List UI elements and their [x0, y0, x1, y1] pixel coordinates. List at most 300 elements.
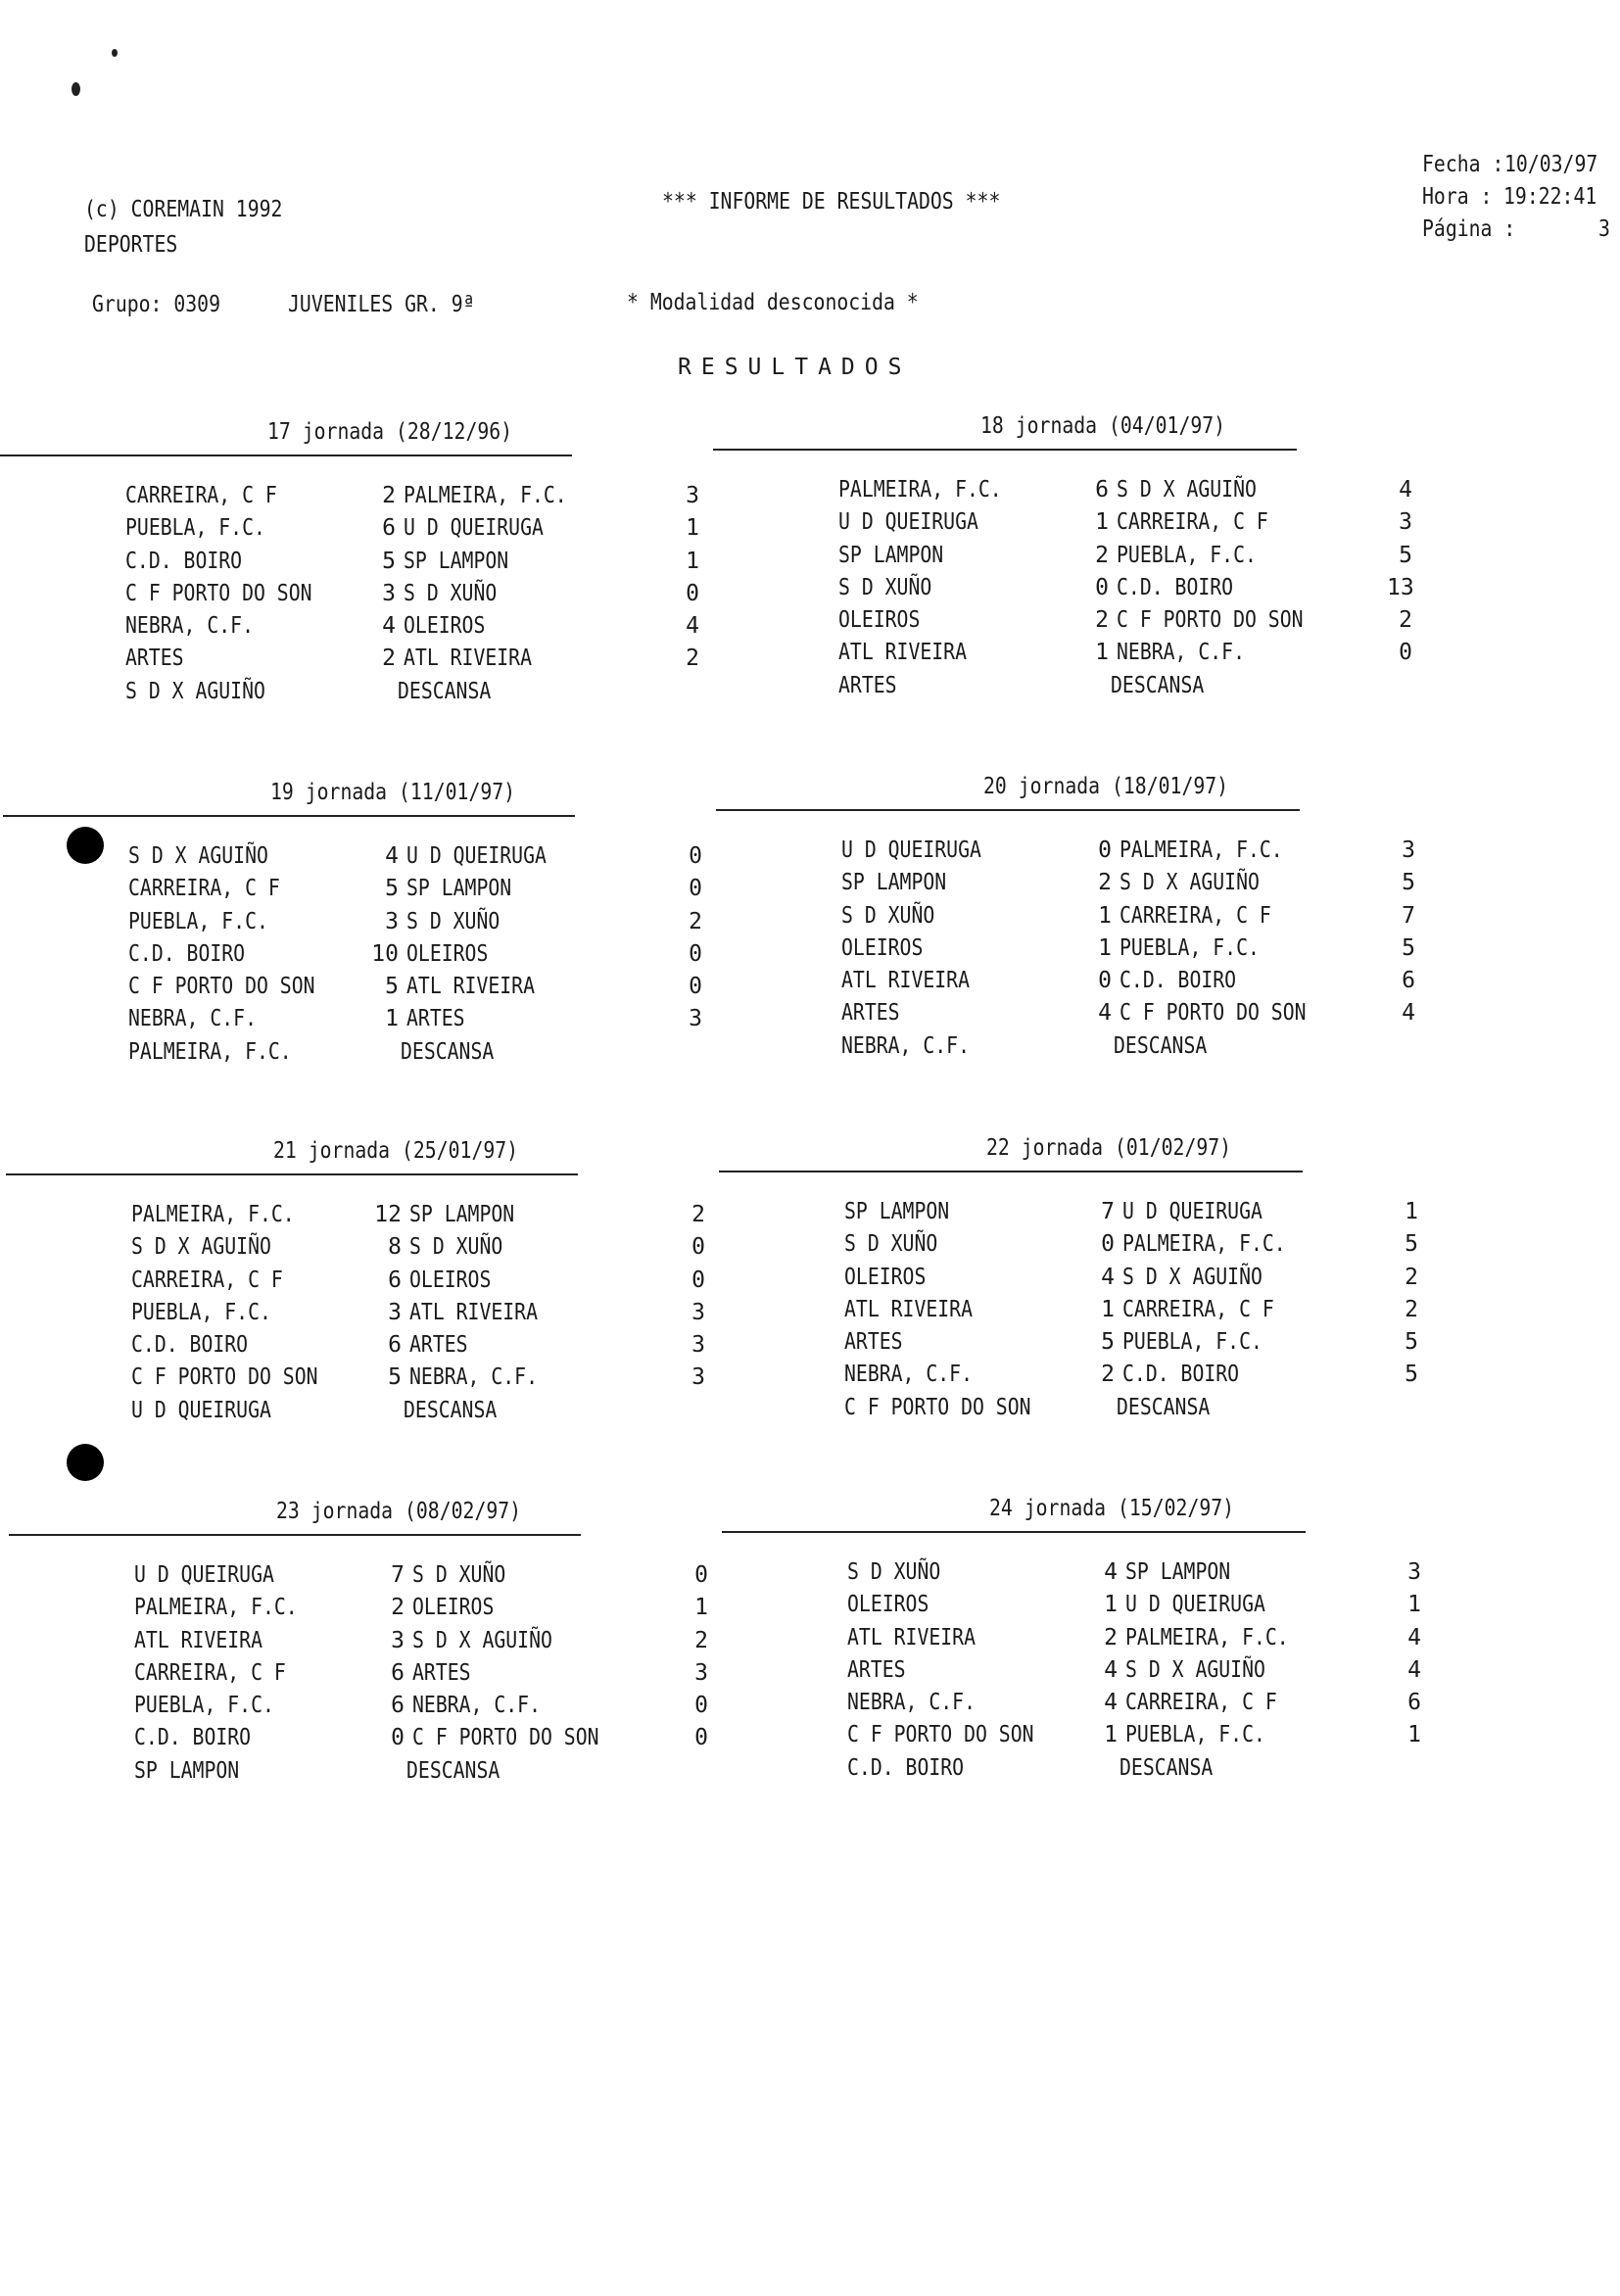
- match-row: [131, 1297, 705, 1329]
- fecha-row: [1422, 149, 1612, 181]
- away-team: [1125, 1622, 1315, 1654]
- away-team: [404, 578, 512, 610]
- away-team: [1117, 474, 1279, 506]
- home-team-name: OLEIROS: [847, 1592, 929, 1618]
- home-score: 6: [1095, 477, 1109, 502]
- hora-label: Hora :: [1422, 184, 1493, 210]
- fecha-label: Fecha :: [1422, 152, 1504, 177]
- home-score: 1: [1101, 1296, 1115, 1322]
- away-score: 0: [694, 1562, 708, 1588]
- home-team: [134, 1657, 310, 1690]
- match-row: [847, 1654, 1421, 1687]
- away-team: [1117, 540, 1279, 572]
- home-score: 4: [1104, 1559, 1118, 1585]
- home-team: [131, 1231, 294, 1264]
- away-team: [406, 873, 529, 905]
- home-team-name: C.D. BOIRO: [125, 548, 243, 574]
- home-score: 1: [385, 1006, 399, 1032]
- jornada-divider: [9, 1534, 581, 1536]
- rest-label-text: DESCANSA: [401, 1038, 495, 1065]
- home-score: 0: [391, 1725, 405, 1751]
- rest-row: [131, 1395, 699, 1427]
- rest-label: [398, 676, 506, 708]
- home-team-name: CARREIRA, C F: [134, 1659, 286, 1686]
- rest-label: [401, 1036, 509, 1069]
- home-team: [134, 1690, 297, 1722]
- header-left: [84, 192, 314, 263]
- match-row: [128, 1003, 702, 1035]
- home-team: [134, 1592, 324, 1624]
- match-row: [131, 1329, 705, 1362]
- group-name: JUVENILES GR. 9ª: [288, 292, 475, 317]
- home-score: 4: [1098, 1000, 1112, 1027]
- away-team: [404, 480, 594, 512]
- home-team-name: ATL RIVEIRA: [844, 1296, 974, 1322]
- away-score: 5: [1402, 870, 1415, 896]
- away-team-name: S D XUÑO: [409, 1234, 503, 1261]
- match-row: [838, 637, 1412, 669]
- hora-row: [1422, 181, 1612, 214]
- resting-team-name: C F PORTO DO SON: [844, 1394, 1031, 1420]
- match-row: [134, 1625, 708, 1657]
- jornada-title: [125, 419, 693, 445]
- home-team-name: NEBRA, C.F.: [128, 1006, 258, 1032]
- home-team: [131, 1297, 294, 1329]
- home-team: [844, 1326, 912, 1359]
- home-team: [844, 1262, 939, 1294]
- resting-team: [841, 1030, 990, 1063]
- home-score: 2: [382, 483, 396, 508]
- match-row: [125, 546, 699, 578]
- home-score: 2: [1104, 1624, 1118, 1650]
- match-row: [838, 604, 1412, 637]
- jornada-divider: [6, 1173, 578, 1175]
- away-team-name: SP LAMPON: [406, 876, 512, 902]
- home-team: [841, 835, 1004, 867]
- away-team-name: OLEIROS: [409, 1267, 492, 1293]
- resting-team: [125, 676, 288, 708]
- home-team-name: PUEBLA, F.C.: [128, 908, 268, 934]
- pagina-label: Página :: [1422, 216, 1516, 242]
- match-row: [841, 900, 1415, 933]
- jornada-title: [847, 1496, 1415, 1521]
- rest-row: [844, 1392, 1412, 1424]
- away-score: 5: [1405, 1231, 1418, 1258]
- home-team: [128, 1003, 277, 1035]
- home-team-name: ATL RIVEIRA: [838, 640, 968, 666]
- match-list: [841, 835, 1415, 1063]
- away-score: 3: [694, 1659, 708, 1686]
- away-score: 0: [691, 1267, 705, 1293]
- away-score: 2: [1405, 1264, 1418, 1290]
- resting-team: [838, 670, 906, 702]
- away-team: [412, 1690, 561, 1722]
- home-team: [131, 1362, 349, 1394]
- away-team-name: CARREIRA, C F: [1122, 1296, 1274, 1322]
- home-team-name: U D QUEIRUGA: [838, 509, 978, 536]
- away-score: 5: [1399, 542, 1412, 568]
- away-score: 2: [691, 1202, 705, 1227]
- rest-row: [125, 676, 693, 708]
- home-team: [125, 643, 193, 675]
- home-team-name: SP LAMPON: [841, 870, 947, 896]
- jornada-title: [128, 780, 696, 805]
- jornada-divider: [0, 454, 572, 456]
- home-team-name: NEBRA, C.F.: [125, 613, 255, 640]
- away-team: [409, 1231, 518, 1264]
- away-team-name: ATL RIVEIRA: [406, 974, 536, 1000]
- match-row: [125, 512, 699, 545]
- away-score: 2: [689, 908, 702, 934]
- away-team-name: PUEBLA, F.C.: [1125, 1722, 1265, 1748]
- home-team-name: C.D. BOIRO: [134, 1725, 252, 1751]
- home-team: [841, 867, 964, 899]
- away-team-name: C.D. BOIRO: [1122, 1362, 1240, 1388]
- jornada-divider: [722, 1531, 1306, 1533]
- rest-label-text: DESCANSA: [1117, 1394, 1211, 1420]
- resting-team: [128, 1036, 318, 1069]
- away-score: 4: [1399, 477, 1412, 502]
- home-team: [134, 1722, 269, 1754]
- away-score: 1: [1405, 1199, 1418, 1224]
- home-team-name: S D XUÑO: [844, 1231, 938, 1258]
- pagina-value: 3: [1598, 216, 1611, 242]
- rest-label-text: DESCANSA: [1111, 672, 1205, 698]
- away-score: 3: [691, 1332, 705, 1359]
- rest-label-text: DESCANSA: [1120, 1754, 1214, 1781]
- home-team: [847, 1719, 1065, 1751]
- home-score: 6: [391, 1693, 405, 1719]
- match-row: [847, 1622, 1421, 1654]
- away-score: 1: [686, 515, 699, 542]
- away-team-name: C.D. BOIRO: [1120, 968, 1237, 994]
- home-team: [841, 933, 936, 965]
- away-score: 0: [689, 876, 702, 902]
- home-score: 4: [1101, 1264, 1115, 1290]
- match-row: [131, 1362, 705, 1394]
- away-score: 0: [689, 843, 702, 869]
- home-score: 4: [382, 613, 396, 640]
- jornada-title-text: 20 jornada (18/01/97): [982, 774, 1228, 799]
- home-team-name: PALMEIRA, F.C.: [134, 1595, 298, 1621]
- away-team-name: S D XUÑO: [404, 580, 498, 606]
- match-row: [841, 933, 1415, 965]
- home-score: 6: [388, 1267, 402, 1293]
- home-score: 1: [1104, 1722, 1118, 1748]
- home-team-name: OLEIROS: [844, 1264, 927, 1290]
- away-score: 3: [691, 1364, 705, 1391]
- home-score: 4: [1104, 1690, 1118, 1716]
- away-team: [1117, 637, 1265, 669]
- away-team-name: PUEBLA, F.C.: [1120, 934, 1260, 961]
- away-team-name: C F PORTO DO SON: [412, 1725, 599, 1751]
- home-score: 0: [1098, 837, 1112, 863]
- jornada-title: [841, 774, 1409, 799]
- rest-row: [841, 1030, 1409, 1063]
- pagina-row: [1422, 214, 1612, 246]
- home-team: [844, 1228, 953, 1261]
- home-team-name: ARTES: [847, 1656, 906, 1683]
- home-score: 1: [1098, 934, 1112, 961]
- away-team-name: PUEBLA, F.C.: [1117, 542, 1257, 568]
- resting-team-name: C.D. BOIRO: [847, 1754, 965, 1781]
- match-row: [844, 1196, 1418, 1228]
- away-team: [1125, 1687, 1302, 1719]
- home-team-name: PUEBLA, F.C.: [131, 1299, 271, 1325]
- home-team: [125, 546, 261, 578]
- away-score: 4: [686, 613, 699, 640]
- rest-label: [1114, 1030, 1222, 1063]
- away-team-name: SP LAMPON: [1125, 1559, 1231, 1585]
- rest-label: [1111, 670, 1219, 702]
- away-team-name: C F PORTO DO SON: [1120, 1000, 1307, 1027]
- match-row: [131, 1265, 705, 1297]
- match-row: [847, 1556, 1421, 1589]
- match-list: [134, 1559, 708, 1788]
- rest-label: [404, 1395, 512, 1427]
- away-team: [406, 971, 555, 1003]
- away-score: 1: [1407, 1592, 1421, 1618]
- modalidad: * Modalidad desconocida *: [627, 290, 919, 315]
- match-list: [128, 840, 702, 1069]
- match-row: [128, 840, 702, 873]
- match-row: [838, 540, 1412, 572]
- away-team-name: ATL RIVEIRA: [409, 1299, 539, 1325]
- home-team-name: ATL RIVEIRA: [134, 1627, 263, 1653]
- home-score: 7: [1101, 1199, 1115, 1224]
- away-team-name: S D X AGUIÑO: [412, 1627, 552, 1653]
- punch-hole-top: [67, 827, 104, 864]
- home-team: [838, 506, 1001, 539]
- home-team-name: NEBRA, C.F.: [847, 1690, 977, 1716]
- hora-value: 19:22:41: [1503, 184, 1597, 210]
- away-team: [1120, 900, 1296, 933]
- away-team-name: S D XUÑO: [406, 908, 500, 934]
- away-team-name: S D X AGUIÑO: [1122, 1264, 1263, 1290]
- match-row: [847, 1589, 1421, 1621]
- rest-label-text: DESCANSA: [398, 678, 492, 704]
- away-team: [1120, 933, 1282, 965]
- resting-team-name: NEBRA, C.F.: [841, 1032, 971, 1059]
- away-score: 1: [1407, 1722, 1421, 1748]
- match-row: [841, 997, 1415, 1029]
- match-list: [125, 480, 699, 708]
- away-team-name: S D XUÑO: [412, 1562, 506, 1588]
- away-score: 3: [1399, 509, 1412, 536]
- report-title: *** INFORME DE RESULTADOS ***: [662, 189, 1001, 215]
- jornada-divider: [716, 809, 1300, 811]
- home-team-name: SP LAMPON: [838, 542, 944, 568]
- home-score: 2: [391, 1595, 405, 1621]
- match-list: [847, 1556, 1421, 1785]
- away-team-name: U D QUEIRUGA: [404, 515, 544, 542]
- away-team: [406, 840, 569, 873]
- home-team: [134, 1559, 297, 1592]
- away-team: [412, 1559, 521, 1592]
- home-team-name: OLEIROS: [838, 607, 921, 634]
- away-team-name: ARTES: [406, 1006, 465, 1032]
- away-team-name: C F PORTO DO SON: [1117, 607, 1304, 634]
- home-team-name: C F PORTO DO SON: [128, 974, 315, 1000]
- match-row: [844, 1359, 1418, 1391]
- scan-speck: [112, 49, 118, 57]
- away-team-name: PALMEIRA, F.C.: [1122, 1231, 1286, 1258]
- home-team-name: S D XUÑO: [841, 902, 935, 929]
- home-team-name: NEBRA, C.F.: [844, 1362, 974, 1388]
- away-team-name: ARTES: [409, 1332, 468, 1359]
- away-team-name: S D X AGUIÑO: [1120, 870, 1260, 896]
- group-label: Grupo: 0309: [92, 292, 221, 317]
- home-score: 1: [1095, 640, 1109, 666]
- away-team-name: ATL RIVEIRA: [404, 646, 533, 672]
- away-team: [404, 643, 552, 675]
- match-row: [125, 578, 699, 610]
- away-score: 4: [1402, 1000, 1415, 1027]
- home-score: 8: [388, 1234, 402, 1261]
- jornada-title: [838, 413, 1406, 439]
- away-team: [404, 546, 526, 578]
- home-team-name: ARTES: [841, 1000, 900, 1027]
- jornada-title: [134, 1499, 702, 1524]
- home-score: 5: [1101, 1329, 1115, 1356]
- home-team-name: S D X AGUIÑO: [128, 843, 268, 869]
- home-score: 6: [391, 1659, 405, 1686]
- match-row: [134, 1592, 708, 1624]
- scan-speck: [71, 82, 80, 96]
- jornada-title-text: 17 jornada (28/12/96): [266, 419, 512, 445]
- home-team-name: ARTES: [844, 1329, 903, 1356]
- home-team-name: OLEIROS: [841, 934, 924, 961]
- away-team-name: PALMEIRA, F.C.: [1120, 837, 1283, 863]
- home-score: 5: [385, 974, 399, 1000]
- away-team-name: NEBRA, C.F.: [1117, 640, 1246, 666]
- resting-team: [844, 1392, 1062, 1424]
- away-score: 2: [1399, 607, 1412, 634]
- away-team-name: OLEIROS: [412, 1595, 495, 1621]
- away-team: [406, 906, 515, 938]
- match-row: [844, 1294, 1418, 1326]
- jornada-title-text: 24 jornada (15/02/97): [988, 1496, 1234, 1521]
- away-team: [1117, 506, 1293, 539]
- home-team: [128, 906, 291, 938]
- match-row: [125, 480, 699, 512]
- home-team-name: CARREIRA, C F: [125, 483, 277, 508]
- away-team: [1125, 1719, 1288, 1751]
- jornada-title-text: 23 jornada (08/02/97): [275, 1499, 521, 1524]
- away-score: 3: [691, 1299, 705, 1325]
- home-team-name: PALMEIRA, F.C.: [838, 477, 1002, 502]
- jornada-title-text: 22 jornada (01/02/97): [985, 1135, 1231, 1161]
- home-team-name: PUEBLA, F.C.: [125, 515, 265, 542]
- resting-team: [134, 1755, 257, 1788]
- home-team: [847, 1687, 996, 1719]
- match-list: [131, 1199, 705, 1427]
- home-team: [125, 610, 274, 643]
- home-team: [847, 1556, 956, 1589]
- match-row: [131, 1231, 705, 1264]
- home-score: 0: [1098, 968, 1112, 994]
- home-team: [838, 474, 1028, 506]
- department: DEPORTES: [84, 232, 178, 258]
- resting-team: [847, 1752, 982, 1785]
- match-row: [844, 1262, 1418, 1294]
- home-team: [128, 971, 346, 1003]
- away-score: 0: [689, 940, 702, 967]
- fecha-value: 10/03/97: [1504, 152, 1598, 177]
- home-team-name: CARREIRA, C F: [128, 876, 280, 902]
- away-team: [406, 938, 501, 971]
- home-team: [131, 1329, 266, 1362]
- match-row: [841, 965, 1415, 997]
- away-team-name: NEBRA, C.F.: [409, 1364, 539, 1391]
- home-score: 5: [382, 548, 396, 574]
- away-team: [409, 1297, 558, 1329]
- away-team: [1122, 1196, 1285, 1228]
- away-team: [1117, 604, 1334, 637]
- home-team-name: PALMEIRA, F.C.: [131, 1202, 295, 1227]
- away-team-name: S D X AGUIÑO: [1125, 1656, 1265, 1683]
- away-score: 0: [691, 1234, 705, 1261]
- match-row: [134, 1559, 708, 1592]
- away-score: 0: [689, 974, 702, 1000]
- match-row: [134, 1690, 708, 1722]
- away-team: [406, 1003, 474, 1035]
- rest-label-text: DESCANSA: [1114, 1032, 1208, 1059]
- home-team-name: S D X AGUIÑO: [131, 1234, 271, 1261]
- match-row: [125, 643, 699, 675]
- away-team: [1120, 835, 1310, 867]
- home-team-name: C F PORTO DO SON: [131, 1364, 318, 1391]
- home-team: [125, 578, 343, 610]
- home-score: 3: [391, 1627, 405, 1653]
- match-row: [838, 474, 1412, 506]
- away-score: 5: [1405, 1362, 1418, 1388]
- away-team: [404, 512, 566, 545]
- home-score: 2: [1101, 1362, 1115, 1388]
- jornada-divider: [713, 449, 1297, 451]
- rest-label-text: DESCANSA: [404, 1397, 498, 1423]
- resting-team-name: ARTES: [838, 672, 897, 698]
- away-team-name: U D QUEIRUGA: [406, 843, 547, 869]
- away-team: [412, 1592, 507, 1624]
- match-row: [134, 1657, 708, 1690]
- jornada-divider: [719, 1171, 1303, 1172]
- rest-label: [1120, 1752, 1228, 1785]
- home-score: 6: [382, 515, 396, 542]
- match-row: [841, 867, 1415, 899]
- home-score: 1: [1095, 509, 1109, 536]
- away-score: 6: [1402, 968, 1415, 994]
- away-score: 0: [1399, 640, 1412, 666]
- resting-team-name: U D QUEIRUGA: [131, 1397, 271, 1423]
- home-team: [844, 1196, 967, 1228]
- home-team-name: PUEBLA, F.C.: [134, 1693, 274, 1719]
- home-team: [131, 1265, 308, 1297]
- away-score: 2: [694, 1627, 708, 1653]
- match-row: [844, 1228, 1418, 1261]
- home-team: [838, 572, 947, 604]
- home-team: [128, 840, 291, 873]
- away-team: [404, 610, 499, 643]
- rest-label: [1117, 1392, 1225, 1424]
- home-score: 3: [388, 1299, 402, 1325]
- away-team-name: OLEIROS: [404, 613, 486, 640]
- home-team-name: S D XUÑO: [847, 1559, 941, 1585]
- rest-row: [134, 1755, 702, 1788]
- home-score: 1: [1098, 902, 1112, 929]
- match-list: [844, 1196, 1418, 1424]
- group-line: [92, 292, 505, 317]
